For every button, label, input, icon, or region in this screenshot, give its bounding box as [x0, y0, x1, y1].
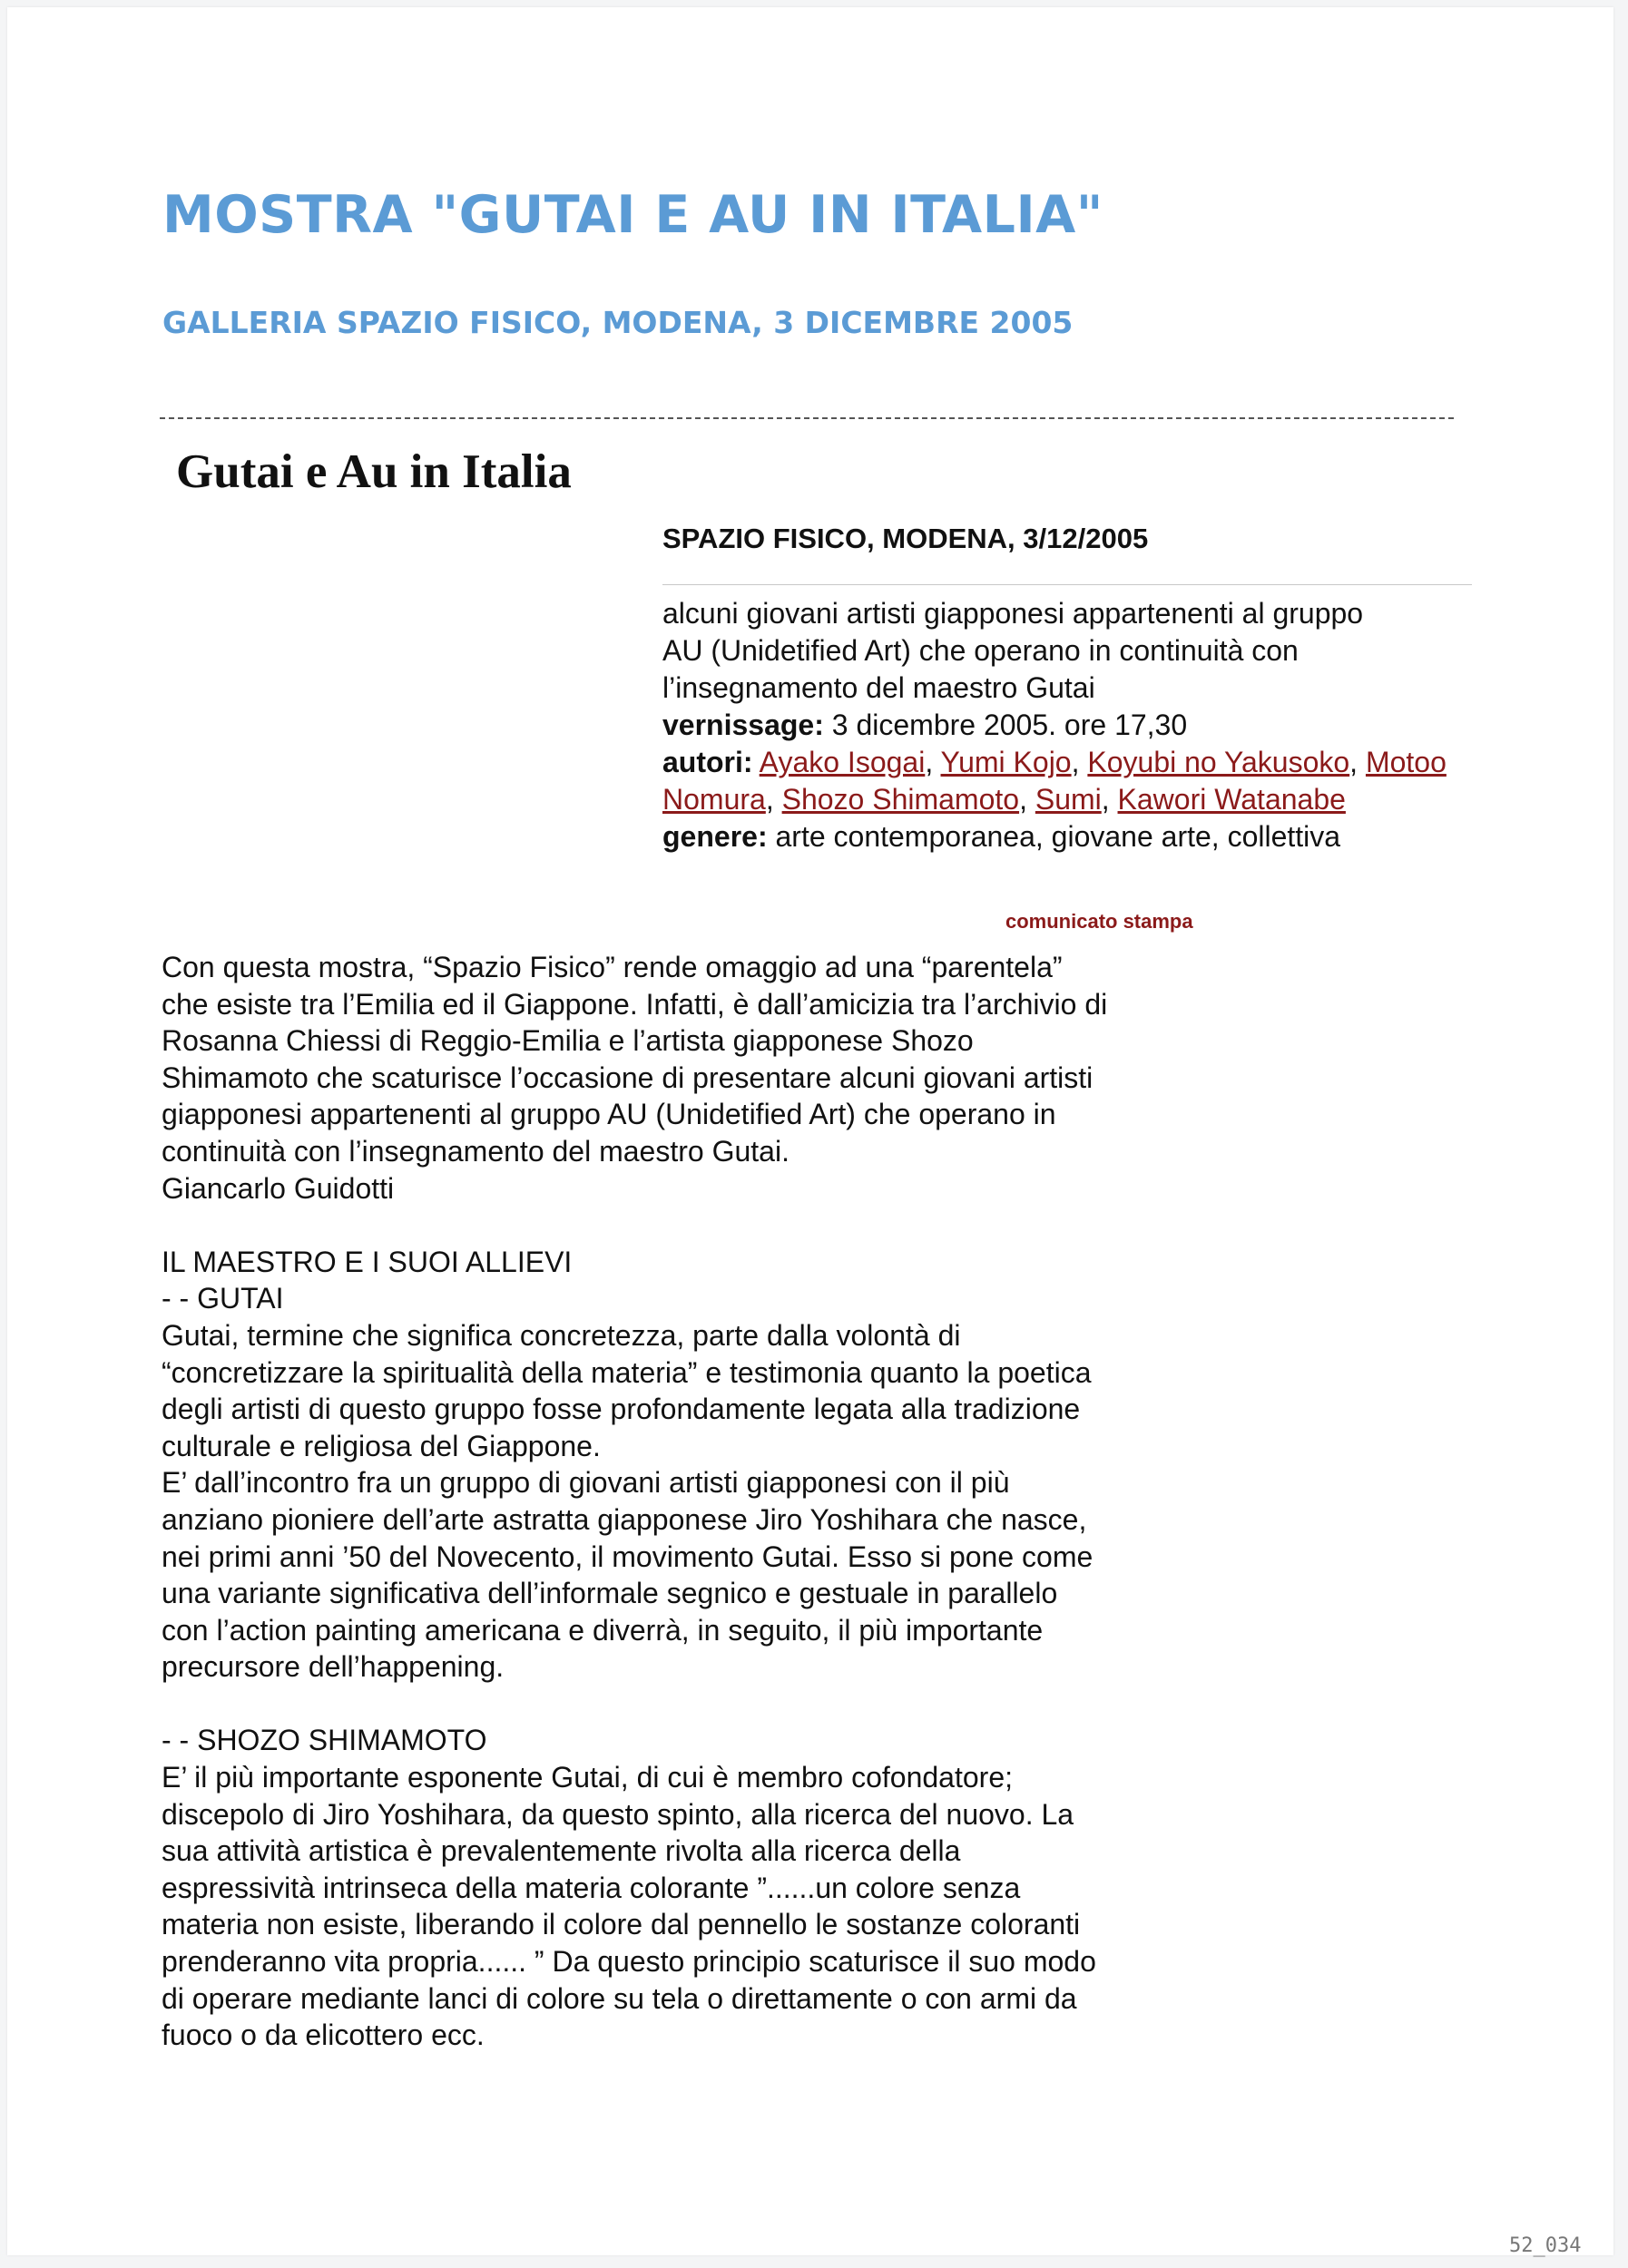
exhibition-infobox [662, 595, 1479, 855]
exhibition-subtitle: GALLERIA SPAZIO FISICO, MODENA, 3 DICEMBRE 2005 [162, 305, 1074, 340]
body-line: che esiste tra l’Emilia ed il Giappone. Infatti, è dall’amicizia tra l’archivio di [162, 987, 1108, 1021]
paragraph-gap [162, 1686, 1450, 1723]
author-separator: , [1101, 783, 1118, 816]
author-link-koyubi-no-yakusoko[interactable]: Koyubi no Yakusoko [1087, 746, 1350, 778]
shimamoto-heading: - - SHOZO SHIMAMOTO [162, 1724, 487, 1757]
body-line: Gutai, termine che significa concretezza, parte dalla volontà di [162, 1318, 961, 1352]
author-link-yumi-kojo[interactable]: Yumi Kojo [940, 746, 1072, 778]
body-line: E’ dall’incontro fra un gruppo di giovani artisti giapponesi con il più [162, 1466, 1010, 1500]
body-line: E’ il più importante esponente Gutai, di cui è membro cofondatore; [162, 1761, 1013, 1794]
body-line: Shimamoto che scaturisce l’occasione di presentare alcuni giovani artisti [162, 1061, 1094, 1094]
section-heading: IL MAESTRO E I SUOI ALLIEVI [162, 1245, 573, 1278]
body-line: degli artisti di questo gruppo fosse profondamente legata alla tradizione [162, 1393, 1081, 1426]
genre-value: arte contemporanea, giovane arte, collettiva [775, 820, 1341, 853]
intro-line: alcuni giovani artisti giapponesi appartenenti al gruppo [662, 597, 1364, 630]
author-link-kawori-watanabe[interactable]: Kawori Watanabe [1117, 783, 1346, 816]
author-link-ayako-isogai[interactable]: Ayako Isogai [759, 746, 926, 778]
body-line: una variante significativa dell’informale segnico e gestuale in parallelo [162, 1577, 1058, 1610]
body-line: prenderanno vita propria...... ” Da questo principio scaturisce il suo modo [162, 1945, 1096, 1979]
body-line: giapponesi appartenenti al gruppo AU (Unidetified Art) che operano in [162, 1098, 1056, 1131]
author-link-motoo-nomura[interactable]: Motoo Nomura [662, 746, 1447, 816]
body-line: nei primi anni ’50 del Novecento, il movimento Gutai. Esso si pone come [162, 1540, 1094, 1573]
signature: Giancarlo Guidotti [162, 1171, 395, 1205]
body-line: Con questa mostra, “Spazio Fisico” rende omaggio ad una “parentela” [162, 951, 1063, 983]
body-line: espressività intrinseca della materia colorante ”......un colore senza [162, 1871, 1021, 1904]
vernissage-row [662, 707, 1479, 744]
thin-divider [662, 584, 1472, 585]
dashed-divider [160, 417, 1454, 419]
authors-row [662, 744, 1479, 818]
genre-row [662, 818, 1479, 855]
body-line: Rosanna Chiessi di Reggio-Emilia e l’artista giapponese Shozo [162, 1024, 974, 1058]
author-separator: , [925, 746, 941, 778]
author-separator: , [1071, 746, 1088, 778]
article-body [162, 949, 1450, 2054]
body-line: precursore dell’happening. [162, 1650, 505, 1684]
author-separator: , [765, 783, 782, 816]
press-release-link[interactable]: comunicato stampa [1005, 910, 1193, 933]
body-line: con l’action painting americana e diverrà, in seguito, il più importante [162, 1613, 1044, 1647]
intro-line: l’insegnamento del maestro Gutai [662, 671, 1095, 704]
intro-line: AU (Unidetified Art) che operano in continuità con [662, 634, 1299, 667]
venue-date-line: SPAZIO FISICO, MODENA, 3/12/2005 [662, 523, 1149, 554]
author-link-sumi[interactable]: Sumi [1035, 783, 1102, 816]
body-line: sua attività artistica è prevalentemente rivolta alla ricerca della [162, 1834, 961, 1868]
body-line: di operare mediante lanci di colore su tela o direttamente o con armi da [162, 1981, 1077, 2015]
body-line: fuoco o da elicottero ecc. [162, 2019, 485, 2052]
author-separator: , [1349, 746, 1366, 778]
body-line: anziano pioniere dell’arte astratta giapponese Jiro Yoshihara che nasce, [162, 1502, 1087, 1536]
body-line: culturale e religiosa del Giappone. [162, 1429, 601, 1462]
body-line: continuità con l’insegnamento del maestro Gutai. [162, 1134, 789, 1168]
vernissage-label: vernissage: [662, 709, 824, 741]
document-page [7, 7, 1613, 2255]
archive-code: 52_034 [1509, 2234, 1582, 2257]
author-separator: , [1019, 783, 1035, 816]
genre-label: genere: [662, 820, 768, 853]
authors-label: autori: [662, 746, 753, 778]
body-line: discepolo di Jiro Yoshihara, da questo spinto, alla ricerca del nuovo. La [162, 1797, 1074, 1831]
paragraph-gap [162, 1207, 1450, 1244]
exhibition-title: MOSTRA "GUTAI E AU IN ITALIA" [162, 185, 1103, 245]
author-link-shozo-shimamoto[interactable]: Shozo Shimamoto [781, 783, 1020, 816]
body-line: “concretizzare la spiritualità della materia” e testimonia quanto la poetica [162, 1355, 1092, 1389]
vernissage-value: 3 dicembre 2005. ore 17,30 [831, 709, 1188, 741]
gutai-heading: - - GUTAI [162, 1282, 284, 1315]
body-line: materia non esiste, liberando il colore dal pennello le sostanze coloranti [162, 1908, 1081, 1941]
article-title: Gutai e Au in Italia [176, 445, 572, 498]
